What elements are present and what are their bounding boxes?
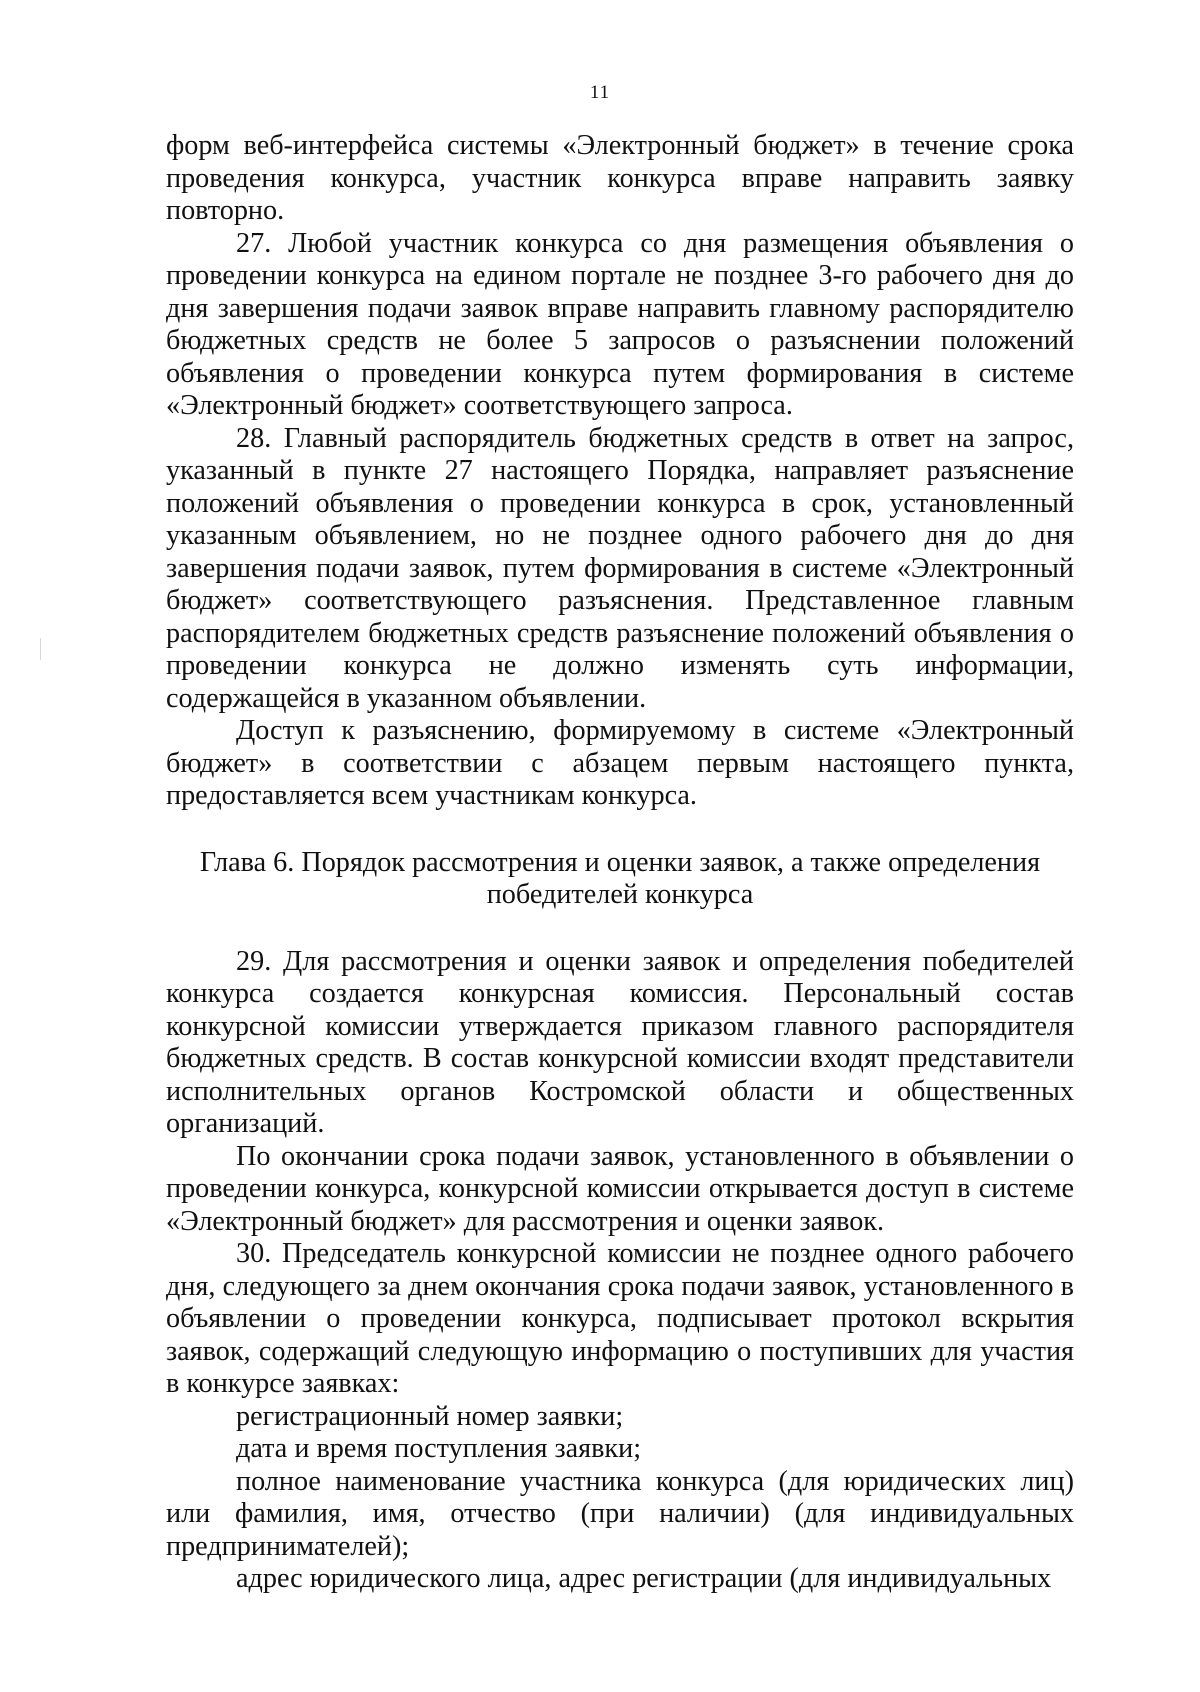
chapter-heading: Глава 6. Порядок рассмотрения и оценки заявок, а также определения победителей конкурса: [199, 846, 1041, 910]
scan-artifact: [40, 638, 41, 660]
list-item-address: адрес юридического лица, адрес регистрации (для индивидуальных: [236, 1563, 1052, 1594]
list-item-full-name: полное наименование участника конкурса (для юридических лиц) или фамилия, имя, отчество (при наличии) (для индивидуальных предпринимателей);: [166, 1465, 1074, 1562]
paragraph-item-27: 27. Любой участник конкурса со дня размещения объявления о проведении конкурса на едином портале не позднее 3-го рабочего дня до дня завершения подачи заявок вправе направить главному распорядителю бюджетных средств не более 5 запросов о разъяснении положений объявления о проведении конкурса путем формирования в системе «Электронный бюджет» соответствующего запроса.: [166, 227, 1074, 421]
paragraph-item-30: 30. Председатель конкурсной комиссии не позднее одного рабочего дня, следующего за днем окончания срока подачи заявок, установленного в объявлении о проведении конкурса, подписывает протокол вскрытия заявок, содержащий следующую информацию о поступивших для участия в конкурсе заявках:: [166, 1238, 1074, 1399]
paragraph-item-29: 29. Для рассмотрения и оценки заявок и определения победителей конкурса создается конкурсная комиссия. Персональный состав конкурсной комиссии утверждается приказом главного распорядителя бюджетных средств. В состав конкурсной комиссии входят представители исполнительных органов Костромской области и общественных организаций.: [166, 945, 1074, 1139]
paragraph-commission-access: По окончании срока подачи заявок, установленного в объявлении о проведении конкурса, конкурсной комиссии открывается доступ в системе «Электронный бюджет» для рассмотрения и оценки заявок.: [166, 1140, 1074, 1237]
list-item-registration-number: регистрационный номер заявки;: [236, 1400, 624, 1432]
page-number: 11: [589, 82, 611, 103]
paragraph-item-28: 28. Главный распорядитель бюджетных средств в ответ на запрос, указанный в пункте 27 настоящего Порядка, направляет разъяснение положений объявления о проведении конкурса в срок, установленный указанным объявлением, но не позднее одного рабочего дня до дня завершения подачи заявок, путем формирования в системе «Электронный бюджет» соответствующего разъяснения. Представленное главным распорядителем бюджетных средств разъяснение положений объявления о проведении конкурса не должно изменять суть информации, содержащейся в указанном объявлении.: [166, 422, 1074, 714]
paragraph-continuation: форм веб-интерфейса системы «Электронный бюджет» в течение срока проведения конкурса, участник конкурса вправе направить заявку повторно.: [166, 130, 1074, 226]
paragraph-access: Доступ к разъяснению, формируемому в системе «Электронный бюджет» в соответствии с абзацем первым настоящего пункта, предоставляется всем участникам конкурса.: [166, 715, 1074, 811]
list-item-date-time: дата и время поступления заявки;: [236, 1433, 642, 1464]
document-body: [166, 130, 1074, 1596]
